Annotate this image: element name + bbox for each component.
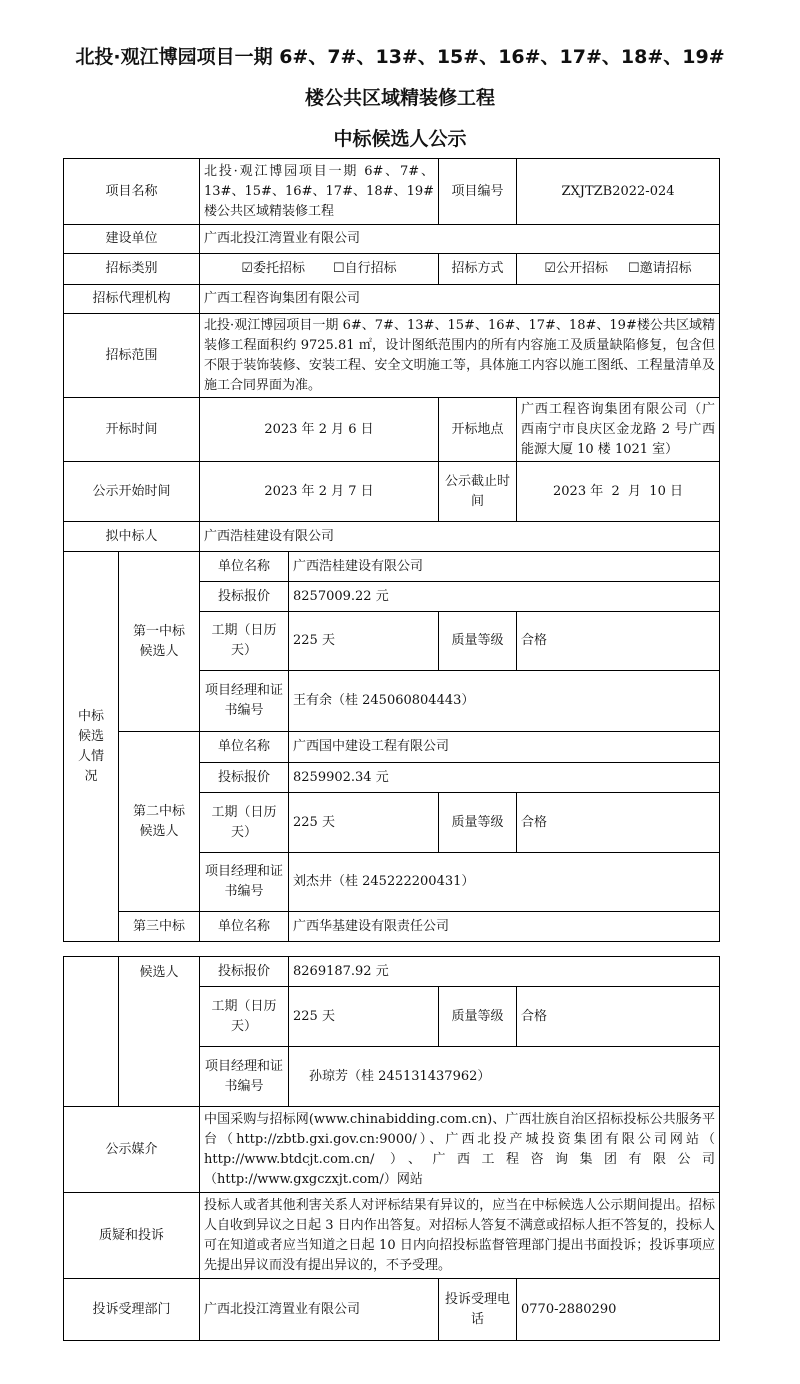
label-quality: 质量等级 [438,792,517,853]
label-winner: 拟中标人 [63,521,200,552]
candidate-3-unit: 广西华基建设有限责任公司 [288,911,720,942]
label-bid-method: 招标方式 [438,253,517,285]
label-project-code: 项目编号 [438,158,517,225]
candidate-1-rank: 第一中标候选人 [118,551,200,732]
winner: 广西浩桂建设有限公司 [199,521,720,552]
label-scope: 招标范围 [63,313,200,398]
label-manager: 项目经理和证书编号 [199,670,289,732]
owner: 广西北投江湾置业有限公司 [199,224,720,254]
candidate-1-unit: 广西浩桂建设有限公司 [288,551,720,582]
candidate-2-unit: 广西国中建设工程有限公司 [288,731,720,763]
label-bid: 投标报价 [199,762,289,793]
project-code: ZXJTZB2022-024 [516,158,720,225]
label-unit: 单位名称 [199,911,289,942]
open-time: 2023 年 2 月 6 日 [199,397,439,462]
label-unit: 单位名称 [199,551,289,582]
candidate-2-manager: 刘杰井（桂 245222200431） [288,852,720,912]
scope: 北投·观江博园项目一期 6#、7#、13#、15#、16#、17#、18#、19#楼公共区域精装修工程面积约 9725.81 ㎡，设计图纸范围内的所有内容施工及质量缺陷修复，包含但不限于装饰装修、安装工程、安全文明施工等，具体施工内容以施工图纸、工程量清单及施工合同界面为准。 [199,313,720,398]
label-complaint: 质疑和投诉 [63,1192,200,1279]
label-period: 工期（日历天） [199,792,289,853]
media: 中国采购与招标网(www.chinabidding.com.cn)、广西壮族自治区招标投标公共服务平台（http://zbtb.gxi.gov.cn:9000/）、广西北投产城投资集团有限公司网站（ http://www.btdcjt.com.cn/ ）、广西工程咨询集团有限公司（http://www.gxgczxjt.com/）网站 [199,1106,720,1193]
project-name: 北投·观江博园项目一期 6#、7#、13#、15#、16#、17#、18#、19#楼公共区域精装修工程 [199,158,439,225]
label-owner: 建设单位 [63,224,200,254]
bid-method [516,253,720,285]
checkbox-self: ☐自行招标 [333,261,397,276]
label-agent: 招标代理机构 [63,284,200,314]
label-candidates-section: 中标候选人情况 [63,551,119,942]
checkbox-invite: ☐邀请招标 [628,261,692,276]
label-bid: 投标报价 [199,581,289,612]
label-period: 工期（日历天） [199,986,289,1047]
pub-start: 2023 年 2 月 7 日 [199,461,439,522]
candidate-1-bid: 8257009.22 元 [288,581,720,612]
label-bid-type: 招标类别 [63,253,200,285]
candidate-3-manager: 孙琼芳（桂 245131437962） [288,1046,720,1107]
label-quality: 质量等级 [438,986,517,1047]
candidate-3-rank-part1: 第三中标 [118,911,200,942]
label-media: 公示媒介 [63,1106,200,1193]
label-quality: 质量等级 [438,611,517,671]
pub-end: 2023 年 2 月 10 日 [516,461,720,522]
label-dept: 投诉受理部门 [63,1278,200,1341]
candidate-3-rank-part2: 候选人 [118,956,200,1107]
phone: 0770-2880290 [516,1278,720,1341]
agent: 广西工程咨询集团有限公司 [199,284,720,314]
candidate-3-quality: 合格 [516,986,720,1047]
checkbox-open: ☑公开招标 [544,261,608,276]
complaint: 投标人或者其他利害关系人对评标结果有异议的，应当在中标候选人公示期间提出。招标人自收到异议之日起 3 日内作出答复。对招标人答复不满意或招标人拒不答复的，投标人可在知道或者应当知道之日起 10 日内向招投标监督管理部门提出书面投诉；投诉事项应先提出异议而没有提出异议的，不予受理。 [199,1192,720,1279]
candidate-2-period: 225 天 [288,792,439,853]
dept: 广西北投江湾置业有限公司 [199,1278,439,1341]
candidate-3-period: 225 天 [288,986,439,1047]
candidate-2-rank: 第二中标候选人 [118,731,200,912]
label-open-place: 开标地点 [438,397,517,462]
label-open-time: 开标时间 [63,397,200,462]
candidate-1-period: 225 天 [288,611,439,671]
doc-title-line3: 中标候选人公示 [333,128,467,150]
label-pub-start: 公示开始时间 [63,461,200,522]
candidate-2-quality: 合格 [516,792,720,853]
bid-type [199,253,439,285]
doc-title-line1: 北投·观江博园项目一期 6#、7#、13#、15#、16#、17#、18#、19# [75,46,725,68]
label-phone: 投诉受理电话 [438,1278,517,1341]
label-project-name: 项目名称 [63,158,200,225]
label-bid: 投标报价 [199,956,289,987]
open-place: 广西工程咨询集团有限公司（广西南宁市良庆区金龙路 2 号广西能源大厦 10 楼 1021 室） [516,397,720,462]
candidate-3-bid: 8269187.92 元 [288,956,720,987]
doc-title-line2: 楼公共区域精装修工程 [304,87,495,109]
candidate-1-quality: 合格 [516,611,720,671]
label-pub-end: 公示截止时间 [438,461,517,522]
label-unit: 单位名称 [199,731,289,763]
candidate-2-bid: 8259902.34 元 [288,762,720,793]
candidates-section-continued [63,956,119,1107]
label-period: 工期（日历天） [199,611,289,671]
label-manager: 项目经理和证书编号 [199,852,289,912]
candidate-1-manager: 王有余（桂 245060804443） [288,670,720,732]
label-manager: 项目经理和证书编号 [199,1046,289,1107]
checkbox-entrusted: ☑委托招标 [241,261,305,276]
